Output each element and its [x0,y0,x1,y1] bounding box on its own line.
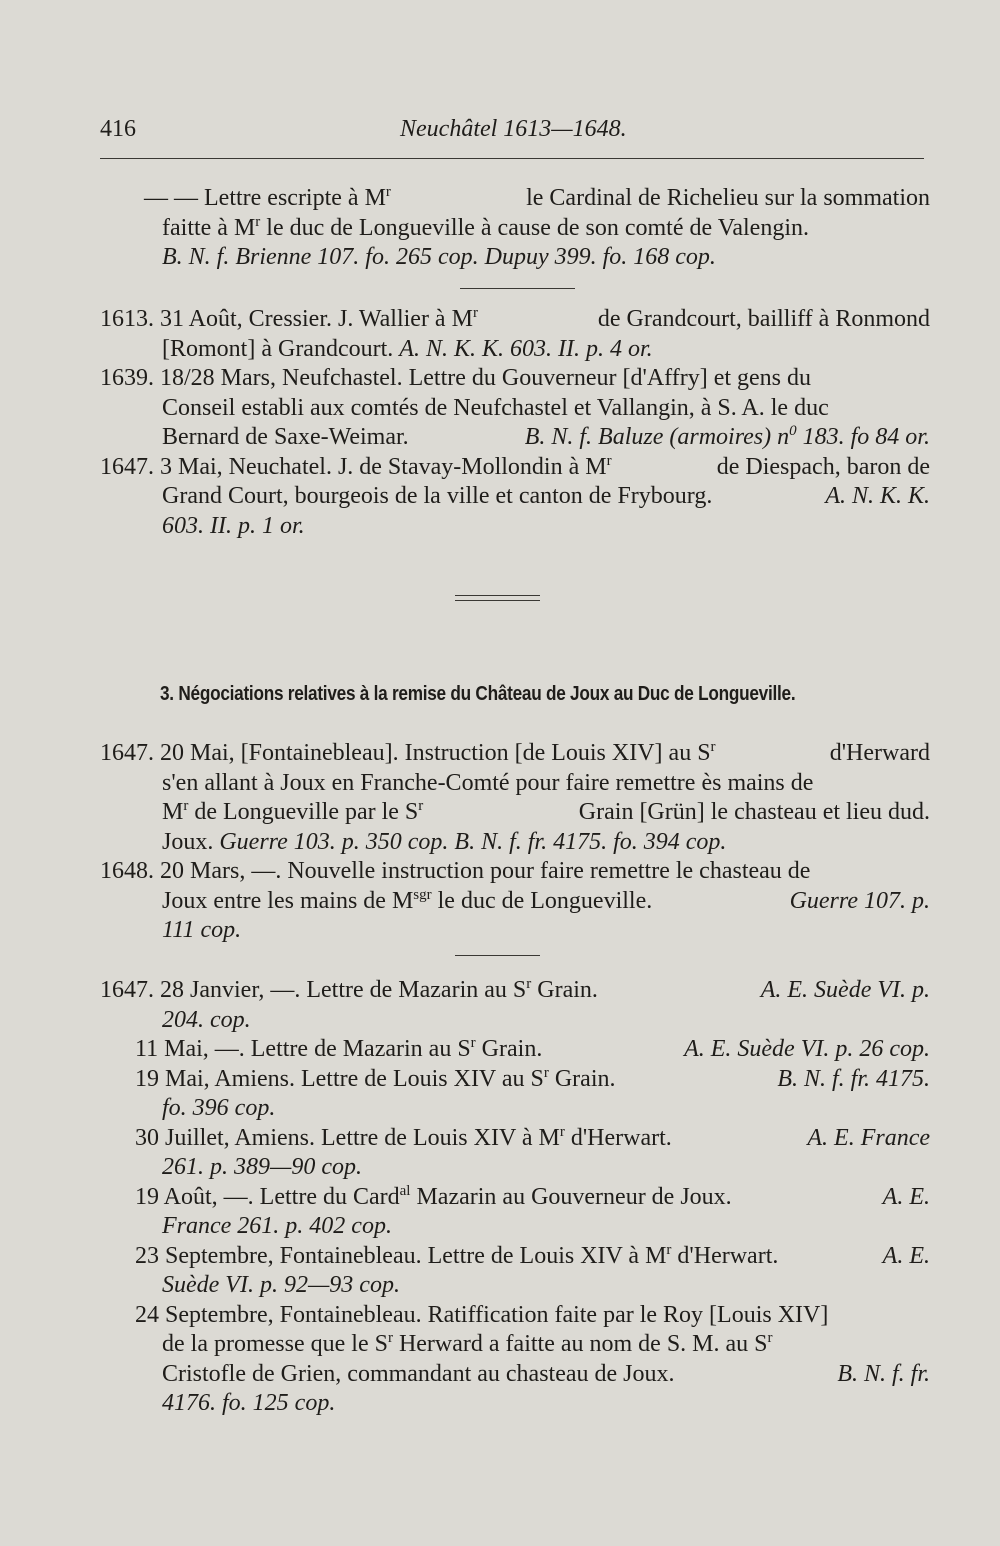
header-rule [100,158,924,159]
entry-1648-line: 1648. 20 Mars, —. Nouvelle instruction pour faire remettre le chasteau de [100,858,811,884]
entry-line [100,1183,930,1213]
entry-line [100,1065,930,1095]
line-part: d'Herward [829,740,930,766]
source-reference: B. N. f. fr. 4175. [777,1065,930,1092]
source-reference: A. E. [882,1183,930,1210]
line-part: de Diespach, baron de [716,453,930,480]
source-reference: France 261. p. 402 cop. [162,1213,392,1239]
line-part: — — Lettre escripte à $M^r$ [144,184,391,211]
source-reference: 603. II. p. 1 or. [162,512,305,539]
entry-1647-line [100,798,930,828]
line-part: 1647. 28 Janvier, —. Lettre de Mazarin au $S^r$ Grain. [100,976,598,1003]
entry-1647-line [100,739,930,769]
source-reference: A. E. Suède VI. p. [760,977,930,1003]
text-line [100,214,930,244]
line-part: Bernard de Saxe-Weimar. [162,424,409,450]
source-reference: fo. 396 cop. [162,1095,276,1121]
source-reference: Suède VI. p. 92—93 cop. [162,1272,400,1298]
line-part: $M^r$ de Longueville par le $S^r$ [162,798,424,825]
page-header [100,116,924,152]
line-part: 1647. 20 Mai, [Fontainebleau]. Instruction [de Louis XIV] au $S^r$ [100,739,716,766]
line-part: Cristofle de Grien, commandant au chasteau de Joux. [162,1360,675,1387]
source-reference: 111 cop. [162,917,242,943]
source-reference: 261. p. 389—90 cop. [162,1154,362,1180]
entry-1613-line [100,305,930,335]
running-title: Neuchâtel 1613—1648. [400,116,627,142]
entry-line [100,976,930,1006]
source-reference: A. E. Suède VI. p. 26 cop. [684,1036,930,1062]
line-part: 19 Août, —. Lettre du Card$^{al}$ Mazarin au Gouverneur de Joux. [135,1182,732,1210]
source-reference: B. N. f. fr. [837,1360,930,1387]
separator-rule [460,288,575,289]
double-rule-top [455,595,540,596]
line-part: de la promesse que le $S^r$ Herward a faitte au nom de S. M. au $S^r$ [162,1330,773,1357]
line-part: 19 Mai, Amiens. Lettre de Louis XIV au $S^r$ Grain. [135,1064,616,1092]
entry-1639-line: Conseil establi aux comtés de Neufchastel et Vallangin, à S. A. le duc [162,394,829,421]
separator-rule [455,955,540,956]
source-reference: B. N. f. Baluze (armoires) $n^0$ 183. fo 84 or. [524,423,930,450]
entry-line: 24 Septembre, Fontainebleau. Ratiffication faite par le Roy [Louis XIV] [135,1301,829,1328]
entry-richelieu [100,184,930,273]
line-part: 11 Mai, —. Lettre de Mazarin au $S^r$ Grain. [135,1035,543,1062]
line-part: 30 Juillet, Amiens. Lettre de Louis XIV à $M^r$ d'Herwart. [135,1123,672,1151]
entry-1648-line [100,887,930,917]
entries-1613-1647 [100,305,930,541]
entry-line [100,1330,930,1360]
source-reference: A. N. K. K. [825,483,930,509]
source-reference: 4176. fo. 125 cop. [162,1390,336,1416]
entry-line [100,1124,930,1154]
line-part: 23 Septembre, Fontainebleau. Lettre de Louis XIV à $M^r$ d'Herwart. [135,1241,779,1269]
line-part: Grain [Grün] le chasteau et lieu dud. [578,799,930,825]
section-heading: 3. Négociations relatives à la remise du Château de Joux au Duc de Longueville. [160,683,796,705]
line-part: le Cardinal de Richelieu sur la sommation [526,185,930,211]
line-part: faitte à $M^r$ le duc de Longueville à cause de son comté de Valengin. [162,213,810,241]
entry-1647-line [100,482,930,512]
page-number: 416 [100,116,136,142]
entry-line [100,1035,930,1065]
source-reference: Guerre 107. p. [789,887,930,914]
entry-1639-line: 1639. 18/28 Mars, Neufchastel. Lettre du Gouverneur [d'Affry] et gens du [100,365,812,391]
entries-joux-instructions [100,739,930,946]
entry-1647-line [100,453,930,483]
line-part: de Grandcourt, bailliff à Ronmond [597,306,930,332]
entry-1647-line: Joux. Guerre 103. p. 350 cop. B. N. f. fr. 4175. fo. 394 cop. [162,828,727,855]
double-rule-bottom [455,600,540,601]
entry-line [100,1360,930,1390]
source-reference: A. E. France [807,1124,930,1151]
source-reference: B. N. f. Brienne 107. fo. 265 cop. Dupuy 399. fo. 168 cop. [162,244,716,270]
line-part: Joux entre les mains de $M^{sgr}$ le duc de Longueville. [162,886,653,914]
entries-mazarin-letters [100,976,930,1419]
entry-1647-line: s'en allant à Joux en Franche-Comté pour faire remettre ès mains de [162,769,814,796]
line-part: 1613. 31 Août, Cressier. J. Wallier à $M^r$ [100,305,478,332]
source-reference: A. E. [882,1242,930,1269]
entry-1613-line: [Romont] à Grandcourt. A. N. K. K. 603. II. p. 4 or. [162,335,653,362]
line-part: Grand Court, bourgeois de la ville et canton de Frybourg. [162,483,713,509]
entry-line [100,1242,930,1272]
entry-1639-line [100,423,930,453]
line-part: 1647. 3 Mai, Neuchatel. J. de Stavay-Mollondin à $M^r$ [100,452,612,480]
source-reference: 204. cop. [162,1006,251,1033]
text-line [100,184,930,214]
